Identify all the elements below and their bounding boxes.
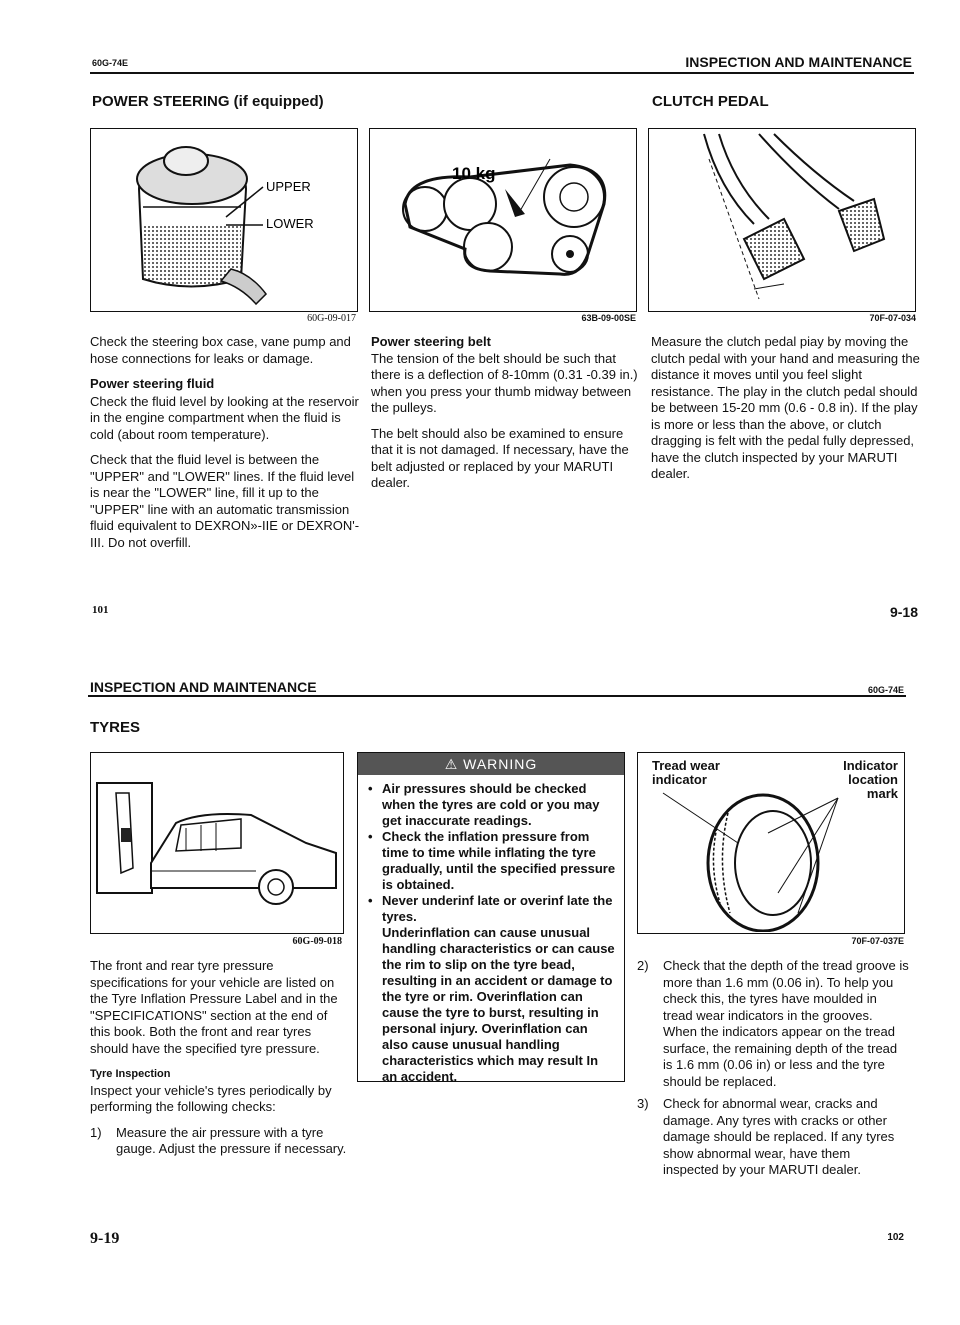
section-title-power-steering: POWER STEERING (if equipped) [92, 93, 324, 110]
inspection-list [90, 1125, 348, 1158]
list-text: Check for abnormal wear, cracks and damage. Any tyres with cracks or other damage should be replaced. If any tyres show abnormal wear, have them inspected by your MARUTI dealer. [663, 1096, 895, 1177]
subheading-tyre-inspection: Tyre Inspection [90, 1068, 171, 1080]
paragraph: Inspect your vehicle's tyres periodically by performing the following checks: [90, 1082, 332, 1114]
figure-fluid-reservoir [90, 128, 358, 312]
section-title-clutch-pedal: CLUTCH PEDAL [652, 93, 769, 110]
warning-icon: ⚠ [444, 756, 464, 772]
paragraph: Check the fluid level by looking at the reservoir in the engine compartment when the fluid is cold (about room temperature). [90, 393, 359, 442]
list-text: Measure the air pressure with a tyre gauge. Adjust the pressure if necessary. [116, 1124, 347, 1156]
warning-box [357, 752, 625, 1082]
paragraph: The front and rear tyre pressure specifications for your vehicle are listed on the Tyre Inflation Pressure Label and in the "SPECIFICATIONS" section at the end of this book. Both the front and rear tyres should have the specified tyre pressure. [90, 958, 338, 1056]
warning-header [358, 753, 624, 775]
list-text: Check that the depth of the tread groove is more than 1.6 mm (0.06 in). To help you check this, the tyres have moulded in tread wear indicators in the grooves. When the indicators appear on the tread surface, the remaining depth of the tread is 1.6 mm (0.06 in) or less and the tyre should be replaced. [663, 958, 909, 1089]
header-code: 60G-74E [92, 58, 129, 68]
clutch-pedal-illustration [649, 129, 914, 310]
paragraph: Measure the clutch pedal piay by moving the clutch pedal with your hand and measuring the distance it moves until you feel slight resistance. The play in the clutch pedal should be between 15-20 mm (0.6 - 0.8 in). If the play is more or less than the above, or clutch dragging is felt with the pedal fully depressed, have the clutch inspected by your MARUTI dealer. [651, 334, 920, 481]
list-item [637, 958, 909, 1090]
list-item [637, 1096, 909, 1179]
warning-list [366, 781, 616, 1085]
footer-page-right-2: 102 [887, 1232, 904, 1243]
paragraph: Check that the fluid level is between the "UPPER" and "LOWER" lines. If the fluid level is near the "LOWER" line, fill it up to the "UPPER" line with an automatic transmission fluid equivalent to DEXRON»-IIE or DEXRON'-III. Do not overfill. [90, 452, 360, 550]
header-rule [90, 72, 914, 74]
figure-caption-tyre: 70F-07-037E [851, 936, 904, 946]
footer-page-left: 101 [92, 604, 109, 616]
figure-caption-3: 70F-07-034 [869, 313, 916, 323]
label-lower: LOWER [266, 216, 314, 231]
header-title-2: INSPECTION AND MAINTENANCE [90, 679, 317, 695]
paragraph: Check the steering box case, vane pump and hose connections for leaks or damage. [90, 334, 351, 366]
label-10kg: 10 kg [452, 164, 496, 183]
reservoir-illustration [91, 129, 356, 310]
figure-caption-2: 63B-09-00SE [581, 313, 636, 323]
figure-tread-indicator [637, 752, 905, 934]
figure-caption-car: 60G-09-018 [292, 936, 342, 947]
warning-title: WARNING [463, 756, 538, 772]
belt-illustration [370, 129, 635, 310]
figure-car-label [90, 752, 344, 934]
paragraph: The belt should also be examined to ensure that it is not damaged. If necessary, have the belt adjusted or replaced by your MARUTI dealer. [371, 425, 629, 490]
tyre-text-column [90, 958, 348, 1164]
footer-page-right: 9-18 [889, 604, 918, 620]
warning-item: • Check the inflation pressure from time to time while inflating the tyre gradually, until the specified pressure is obtained. [366, 829, 616, 893]
tread-text-column [637, 958, 909, 1185]
subheading-fluid: Power steering fluid [90, 376, 215, 391]
figure-clutch-pedal [648, 128, 916, 312]
warning-item: • Air pressures should be checked when the tyres are cold or you may get inaccurate readings. [366, 781, 616, 829]
paragraph: The tension of the belt should be such that there is a deflection of 8-10mm (0.31 -0.39 in.) when you press your thumb midway between the pulleys. [371, 350, 638, 415]
label-upper: UPPER [266, 179, 311, 194]
list-number: 2) [637, 958, 649, 973]
header-rule-2 [88, 695, 906, 697]
figure-caption-1: 60G-09-017 [307, 313, 356, 324]
power-steering-text-column [90, 334, 360, 560]
section-title-tyres: TYRES [90, 719, 141, 736]
inspection-list-cont [637, 958, 909, 1179]
header-code-2: 60G-74E [867, 685, 904, 695]
list-number: 3) [637, 1096, 649, 1111]
clutch-text-column [651, 334, 921, 492]
belt-text-column [371, 334, 639, 501]
warning-item-continuation: Underinflation can cause unusual handling characteristics or can cause the rim to slip on the tyre bead, resulting in an accident or damage to the tyre or rim. Overinflation can cause the tyre to burst, resulting in personal injury. Overinflation can also cause unusual handling characteristics which may result In an accident. [382, 925, 615, 1084]
footer-page-left-2: 9-19 [90, 1230, 120, 1247]
header-title: INSPECTION AND MAINTENANCE [685, 54, 912, 70]
label-indicator-location-mark: Indicator location mark [843, 759, 898, 801]
figure-belt-tension [369, 128, 637, 312]
car-illustration [91, 753, 342, 932]
tyre-illustration [638, 753, 903, 932]
label-tread-wear-indicator: Tread wear indicator [652, 759, 720, 787]
list-item [90, 1125, 348, 1158]
list-number: 1) [90, 1124, 102, 1140]
warning-item: • Never underinf late or overinf late the tyres. [366, 893, 616, 925]
subheading-belt: Power steering belt [371, 334, 491, 349]
